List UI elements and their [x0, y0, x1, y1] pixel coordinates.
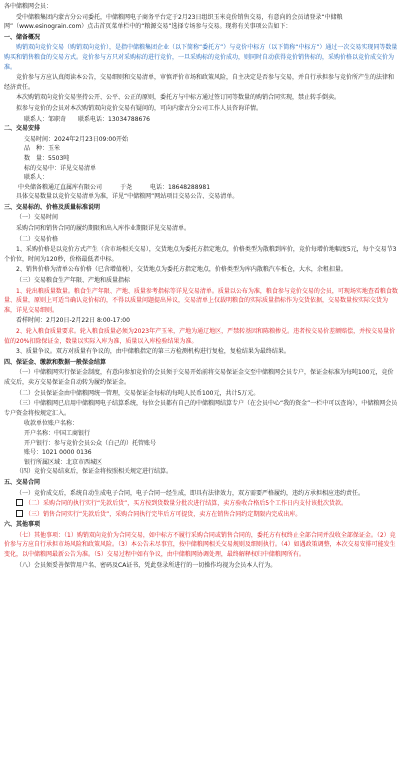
company-phone: 电话：18648288981: [150, 183, 211, 191]
checkbox-icon: [16, 510, 23, 517]
account-branch: 银行所属区域：北京市西城区: [24, 458, 103, 466]
intro-paragraph: 受中储粮集团内蒙古分公司委托，中储粮网电子商务平台定于2月23日组织玉米竞价销售交易，有意向的会员请登录“中储粮网”（www.esinograin.com）点击首页菜单栏中的“粮源交易”选择专场参与交易。现将有关事项公告如下：: [4, 13, 343, 31]
section-3-3-3: 2、轮入粮食质量要求。轮入粮食质量必须为2023年产玉米，产地为通辽地区，严禁转基因和陈粮掺兑。违者按交易价差额赔偿，并按交易量价值的20%扣除保证金，数量以实际入库为准，质量以入库检验结果为准。: [4, 328, 396, 345]
account-name: 开户名称：中国工商银行: [24, 429, 91, 437]
account-bank: 开户银行：参与竞价会员公众（白己的）托管账号: [24, 439, 157, 447]
section-3-1-body: 采购合同和销售合同的履约期限和出入库作业期限详见交易清单。: [16, 225, 191, 233]
section-3-2-title: （二）交易价格: [16, 235, 59, 243]
section-1-para-3: 本次购销双向竞价交易坚持公开、公平、公正的原则，委托方与中标方通过签订同等数量的购销合同实现，禁止转手倒卖。: [16, 94, 341, 102]
section-5-2: [4, 499, 398, 509]
section-3-title: 三、交易标的、价格及质量标准说明: [4, 203, 101, 211]
trade-time: 交易时间：2024年2月23日09:00开始: [24, 135, 129, 143]
contact-label: 联系人：: [24, 174, 49, 182]
section-6-body: （七）其他事项：（1）购销双向竞价为合同交易，如中标方不履行采购合同或销售合同的，委托方有权终止全部合同并没收全部保证金。（2）竞价参与方应自行承担市场风险和政策风险。（3）本公告未尽事宜，按中储粮网相关交易规则及细则执行。（4）如遇政策调整，本次交易安排可能发生变化，以中储粮网最新公告为准。（5）交易过程中如有争议，由中储粮网协调处理，最终解释权归中储粮网所有。: [4, 531, 396, 559]
detail-label: 标的交易中：详见交易清单: [24, 164, 97, 172]
contact-line: 联系人：邹职奇 联系电话：13034788676: [24, 115, 150, 123]
section-3-3-1: 1、轮出粮质量数量。粮食生产年限、产地、质量参考指标等详见交易清单。质量以公布为准，粮食参与竞价交易的会员，可现场实地查看粮食数量、质量，原则上可适当确认竞价标的，不得以质量问题提出异议，交易清单上仅载明粮食的实际质量指标作为交货依据，交易数量按实际交货为准，详见交易细则。: [4, 287, 398, 314]
section-3-3-2: 看样时间：2月20日-2月22日 8:00-17:00: [16, 317, 130, 325]
company-row: [4, 183, 398, 193]
section-5-3: [4, 510, 398, 520]
section-4-1: （一）中储粮网实行保证金制度，有意向参加竞价的会员须于交易开始前将交易保证金交至中储粮网会员专户，保证金标准为每吨100元，竞价成交后，卖方交易保证金自动转为履约保证金。: [4, 369, 394, 386]
section-1-para-2: 竞价参与方应认真阅读本公告，交易细则和交易清单，审慎评价市场和政策风险，自主决定是否参与交易，并自行承担参与竞价所产生的法律和经济责任。: [4, 74, 395, 91]
variety: 品 种：玉米: [24, 145, 61, 153]
section-4-3: （三）中储粮网已启用中储粮网电子结算系统，每位会员都有自己的中储粮网结算专户（在会员中心“我的资金”一栏中可以查询），中储粮网会员专户资金将按规定汇入。: [4, 400, 398, 417]
section-3-2-2: 2、销售价格为清单公布价格（已含增值税），交货地点为委托方指定地点，价格类型为库内散粮汽车板仓，大水，余租扣量。: [16, 266, 347, 274]
account-intro: 收款单位账户名称：: [24, 420, 79, 428]
section-1-para-1: 购销双向竞价交易（购销双向竞价），是指中储粮集团企业（以下简称“委托方”）与竞价中标方（以下简称“中标方”）通过一次交易实现同等数量购买和销售粮食的交易方式。竞价参与方只对采购标的进行竞价，一旦采购标的竞价成功，则同时自动获得竞价销售标的，采购价格以竞价成交价为准。: [4, 44, 398, 71]
section-5-title: 五、交易合同: [4, 478, 41, 486]
company-name: 中央储备粮通辽直属库有限公司: [18, 183, 103, 191]
checkbox-icon: [16, 499, 23, 506]
section-3-1-title: （一）交易时间: [16, 214, 59, 222]
section-5-3-text: （三）销售合同实行“先款后货”，采购合同执行完毕后方可提货，卖方在销售合同约定期限内完成出库。: [25, 510, 302, 518]
section-5-2-text: （二）采购合同的执行实行“先款后货”，买方按到货数量分批次进行结算，卖方验收合格后5个工作日内支付该批次货款。: [25, 500, 348, 508]
greeting: 各中储粮网会员：: [4, 3, 53, 10]
section-1-para-4: 拟参与竞价的会员对本次购销双向竞价交易有疑问的，可向内蒙古分公司工作人员咨询详情。: [16, 104, 263, 112]
section-4-4: （四）竞价交易结束后，保证金将按照相关规定进行结算。: [16, 468, 173, 476]
quantity: 数 量：5503吨: [24, 154, 70, 162]
footer-note: （八）会员须妥善保管用户名、密码及CA证书，凭此登录所进行的一切操作均视为会员本人行为。: [16, 561, 277, 569]
section-2-title: 二、交易安排: [4, 125, 41, 133]
section-3-2-1: 1、采购价格是以竞价方式产生（含市场相关交易），交货地点为委托方指定地点，价格类型为散粮到库价，竞价每增价地幅度5元，每个交易节3个价位，时间为120秒，价格最低者中标。: [4, 246, 397, 263]
section-5-1: （一）竞价成交后，系统自动生成电子合同，电子合同一经生成，即具有法律效力，双方需要严格履约，违约方承担相应违约责任。: [16, 489, 365, 497]
section-3-3-title: （三）交易粮食生产年限、产地和质量指标: [16, 277, 131, 285]
section-1-title: 一、储备概况: [4, 33, 41, 41]
section-4-2: （二）会员保证金由中储粮网统一管理，交易保证金每标的每吨人民币100元，共计5万元。: [16, 389, 260, 397]
section-4-title: 四、保证金、缴款和数据一般保金结算: [4, 358, 107, 366]
section-6-title: 六、其他事项: [4, 521, 41, 529]
section-3-3-4: 3、质量争议。双方对质量有争议的，由中储粮指定的第三方检测机构进行复检，复检结果为最终结果。: [16, 348, 290, 356]
detail-note: 具体交易数量以竞价交易清单为准，详见“中储粮网”网站项目交易公告、交易清单。: [16, 193, 239, 201]
account-number: 账号：1021 0000 0136: [24, 449, 92, 457]
company-contact: 于尧: [120, 183, 133, 191]
